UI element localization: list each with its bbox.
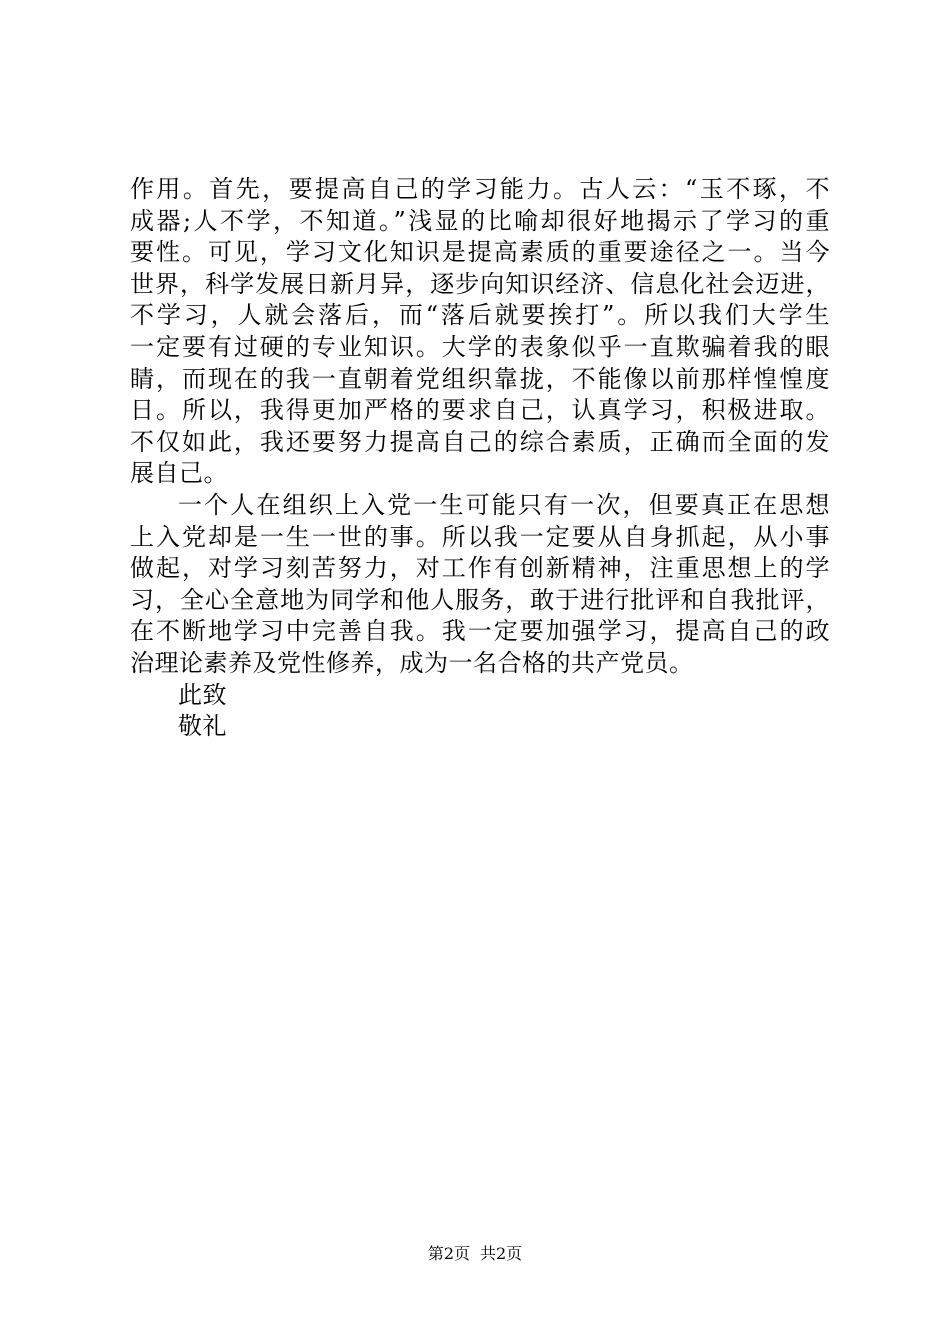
paragraph-line: 一定要有过硬的专业知识。大学的表象似乎一直欺骗着我的眼: [130, 332, 830, 361]
page-number: 第2页: [427, 1244, 470, 1263]
page-total: 共2页: [480, 1244, 523, 1263]
closing-salutation: 此致: [178, 680, 227, 709]
paragraph-line: 展自己。: [130, 459, 228, 488]
paragraph-line: 不学习，人就会落后，而“落后就要挨打”。所以我们大学生: [130, 301, 830, 330]
paragraph-line: 成器;人不学，不知道。”浅显的比喻却很好地揭示了学习的重: [130, 206, 830, 235]
closing-regards: 敬礼: [178, 712, 227, 741]
paragraph-line: 不仅如此，我还要努力提高自己的综合素质，正确而全面的发: [130, 427, 830, 456]
paragraph-line: 治理论素养及党性修养，成为一名合格的共产党员。: [130, 648, 694, 677]
document-body: [130, 174, 830, 743]
paragraph-line: 世界，科学发展日新月异，逐步向知识经济、信息化社会迈进，: [130, 269, 830, 298]
paragraph-line: 在不断地学习中完善自我。我一定要加强学习，提高自己的政: [130, 617, 830, 646]
paragraph-line: 一个人在组织上入党一生可能只有一次，但要真正在思想: [178, 490, 830, 519]
paragraph-line: 习，全心全意地为同学和他人服务，敢于进行批评和自我批评，: [130, 585, 830, 614]
paragraph-line: 要性。可见，学习文化知识是提高素质的重要途径之一。当今: [130, 238, 830, 267]
paragraph-line: 上入党却是一生一世的事。所以我一定要从自身抓起，从小事: [130, 522, 830, 551]
paragraph-line: 睛，而现在的我一直朝着党组织靠拢，不能像以前那样惶惶度: [130, 364, 830, 393]
paragraph-line: 做起，对学习刻苦努力，对工作有创新精神，注重思想上的学: [130, 554, 830, 583]
paragraph-line: 作用。首先，要提高自己的学习能力。古人云：“玉不琢，不: [130, 175, 830, 203]
page-footer: [0, 1244, 950, 1264]
paragraph-line: 日。所以，我得更加严格的要求自己，认真学习，积极进取。: [130, 396, 830, 425]
